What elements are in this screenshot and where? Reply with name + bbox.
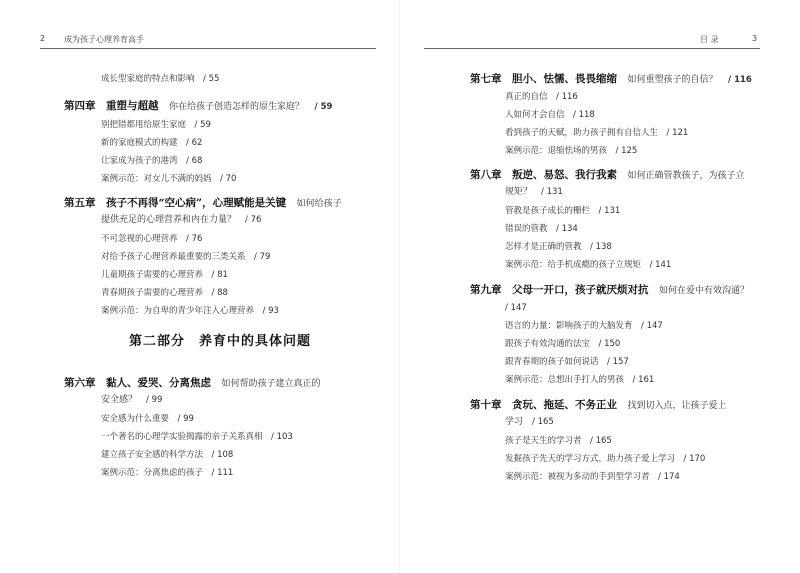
toc-entry: 儿童期孩子需要的心理营养 / 81: [101, 270, 228, 280]
toc-entry: 案例示范：给手机成瘾的孩子立规矩 / 141: [505, 260, 672, 270]
toc-entry: 不可忽视的心理营养 / 76: [101, 234, 203, 244]
toc-entry: 管教是孩子成长的栅栏 / 131: [505, 206, 621, 216]
chapter-10-heading: 第十章 贪玩、拖延、不务正业 找到切入点，让孩子爱上: [470, 399, 727, 411]
toc-entry: 让家成为孩子的港湾 / 68: [101, 156, 203, 166]
part-2-heading: 第二部分 养育中的具体问题: [129, 334, 312, 349]
toc-entry: 人如何才会自信 / 118: [505, 110, 595, 120]
toc-entry: 安全感为什么重要 / 99: [101, 414, 194, 424]
right-page: [400, 0, 800, 573]
toc-entry: 语言的力量：影响孩子的大脑发育 / 147: [505, 321, 663, 331]
chapter-5-question-cont: 提供充足的心理营养和内在力量？ / 76: [101, 215, 262, 225]
chapter-7-heading: 第七章 胆小、怯懦、畏畏缩缩 如何重塑孩子的自信？ / 116: [470, 73, 752, 85]
chapter-9-page: / 147: [505, 303, 527, 313]
toc-entry: 对给予孩子心理营养最重要的三类关系 / 79: [101, 252, 271, 262]
left-header-rule: [40, 48, 376, 49]
toc-entry: 真正的自信 / 116: [505, 92, 578, 102]
left-running-head: 成为孩子心理养育高手: [64, 35, 144, 44]
toc-entry: 看到孩子的天赋，助力孩子拥有自信人生 / 121: [505, 128, 689, 138]
toc-entry: 别把错都甩给原生家庭 / 59: [101, 120, 211, 130]
toc-entry: 案例示范：退缩怯场的男孩 / 125: [505, 146, 638, 156]
toc-entry: 案例示范：分离焦虑的孩子 / 111: [101, 468, 234, 478]
chapter-5-heading: 第五章 孩子不再得“空心病”，心理赋能是关键 如何给孩子: [64, 197, 342, 209]
toc-entry: 跟青春期的孩子如何说话 / 157: [505, 357, 629, 367]
toc-entry: 一个著名的心理学实验揭露的亲子关系真相 / 103: [101, 432, 293, 442]
chapter-8-question-cont: 规矩？ / 131: [505, 187, 563, 197]
toc-entry: 建立孩子安全感的科学方法 / 108: [101, 450, 234, 460]
left-page-number: 2: [40, 34, 46, 43]
chapter-6-heading: 第六章 黏人、爱哭、分离焦虑 如何帮助孩子建立真正的: [64, 377, 321, 389]
toc-entry: 发掘孩子先天的学习方式，助力孩子爱上学习 / 170: [505, 454, 706, 464]
toc-entry: 孩子是天生的学习者 / 165: [505, 436, 612, 446]
right-header-rule: [424, 48, 760, 49]
chapter-8-heading: 第八章 叛逆、易怒、我行我素 如何正确管教孩子，为孩子立: [470, 169, 745, 181]
toc-entry: 新的家庭模式的构建 / 62: [101, 138, 203, 148]
toc-entry: 案例示范：总想出手打人的男孩 / 161: [505, 375, 655, 385]
toc-entry: 案例示范：被视为多动的手到型学习者 / 174: [505, 472, 680, 482]
chapter-9-heading: 第九章 父母一开口，孩子就厌烦对抗 如何在爱中有效沟通？: [470, 284, 750, 296]
toc-entry: 跟孩子有效沟通的法宝 / 150: [505, 339, 621, 349]
toc-entry: 错误的管教 / 134: [505, 224, 578, 234]
chapter-4-heading: 第四章 重塑与超越 你在给孩子创造怎样的原生家庭？ / 59: [64, 100, 333, 112]
toc-entry: 青春期孩子需要的心理营养 / 88: [101, 288, 228, 298]
chapter-10-question-cont: 学习 / 165: [505, 417, 554, 427]
right-running-head: 目 录: [700, 35, 719, 44]
toc-entry: 怎样才是正确的管教 / 138: [505, 242, 612, 252]
toc-entry: 成长型家庭的特点和影响 / 55: [101, 74, 220, 84]
toc-entry: 案例示范：对女儿不满的妈妈 / 70: [101, 174, 237, 184]
chapter-6-question-cont: 安全感？ / 99: [101, 395, 163, 405]
right-page-number: 3: [752, 34, 758, 43]
toc-entry: 案例示范：为自卑的青少年注入心理营养 / 93: [101, 306, 279, 316]
